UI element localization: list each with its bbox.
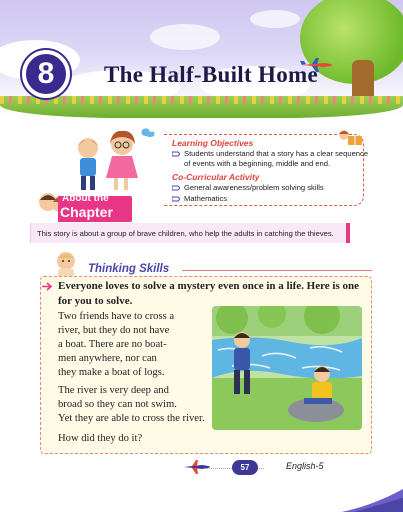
book-label: English-5 [286, 461, 324, 471]
pencil-bullet-icon [172, 184, 180, 192]
para-line: river, but they do not have [58, 325, 170, 336]
para-line: they make a boat of logs. [58, 367, 165, 378]
para-line: Two friends have to cross a [58, 311, 175, 322]
para-line: broad so they can not swim. [58, 399, 177, 410]
paragraph-1 [58, 310, 208, 380]
chapter-title: The Half-Built Home [104, 62, 318, 87]
chapter-header [0, 0, 403, 118]
activity-text: General awareness/problem solving skills [184, 183, 324, 192]
summary-text: This story is about a group of brave children, who help the adults in catching the thieves. [37, 228, 334, 238]
question-line: Everyone loves to solve a mystery even once in a life. Here is one [58, 280, 360, 292]
question-line: for you to solve. [58, 295, 133, 307]
arrow-bullet-icon [42, 282, 54, 291]
pencil-bullet-icon [172, 195, 180, 203]
paragraph-4: How did they do it? [58, 433, 143, 444]
summary-accent-bar [346, 223, 350, 243]
about-label-small: About the [62, 193, 109, 204]
objective-item-cont [184, 159, 330, 169]
cloud [250, 10, 300, 28]
chapter-number: 8 [37, 57, 55, 90]
page-number: 57 [232, 460, 258, 475]
river-scene-illustration [212, 306, 362, 430]
para-line: men anywhere, nor can [58, 353, 157, 364]
corner-decoration [318, 476, 403, 512]
activity-item [172, 194, 227, 204]
para-line: a boat. There are no boat- [58, 339, 167, 350]
cloud [150, 24, 220, 50]
about-label-big: Chapter [60, 204, 113, 220]
flower-strip [0, 96, 403, 104]
activity-item [172, 183, 324, 193]
objective-text-line2: of events with a beginning, middle and end. [184, 159, 331, 168]
pencil-bullet-icon [172, 150, 180, 158]
chapter-summary [30, 223, 348, 243]
reading-girl-icon [334, 128, 364, 146]
thinking-skills-label: Thinking Skills [88, 263, 170, 275]
objectives-heading: Learning Objectives [172, 138, 254, 148]
kids-illustration [60, 126, 160, 192]
objective-text-line1: Students understand that a story has a clear sequence [184, 149, 369, 158]
paragraph-3: Yet they are able to cross the river. [58, 413, 205, 424]
mystery-question [58, 279, 368, 309]
activity-heading: Co-Curricular Activity [172, 172, 260, 182]
activity-text: Mathematics [184, 194, 228, 203]
thinking-skills-rule [182, 270, 372, 271]
paragraph-2 [58, 384, 208, 412]
airplane-icon [182, 460, 212, 474]
chapter-number-badge [22, 50, 70, 98]
para-line: The river is very deep and [58, 385, 169, 396]
objective-item [172, 149, 368, 159]
